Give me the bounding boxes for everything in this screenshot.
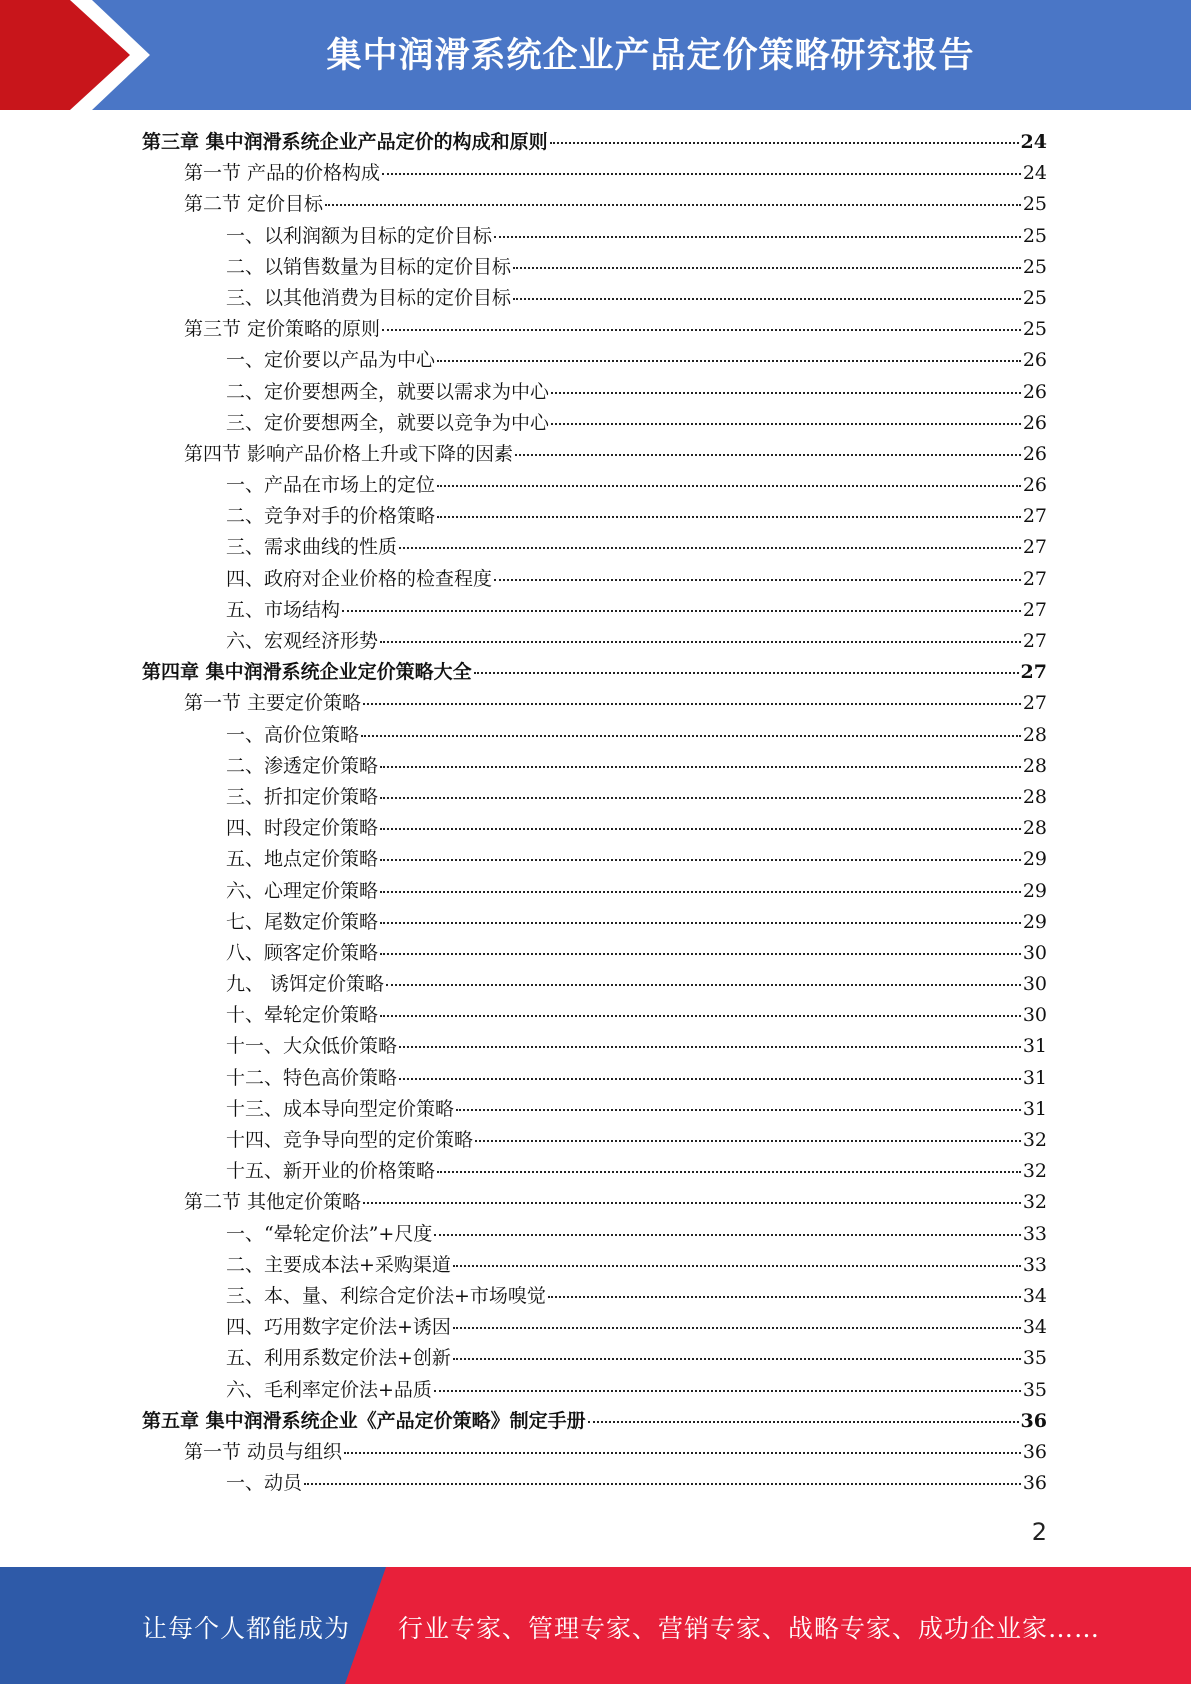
toc-entry[interactable] xyxy=(142,127,1047,158)
toc-entry[interactable] xyxy=(142,345,1047,376)
toc-entry-title: 十一、大众低价策略 xyxy=(226,1035,398,1058)
toc-entry-title: 第五章 集中润滑系统企业《产品定价策略》制定手册 xyxy=(142,1409,586,1432)
toc-entry-page: 31 xyxy=(1022,1066,1047,1089)
toc-entry[interactable] xyxy=(142,1250,1047,1281)
toc-entry-title: 四、政府对企业价格的检查程度 xyxy=(226,567,493,590)
toc-entry-page: 27 xyxy=(1022,692,1047,715)
toc-entry-title: 一、动员 xyxy=(226,1472,303,1495)
toc-entry-page: 25 xyxy=(1022,286,1047,309)
toc-entry-title: 二、定价要想两全，就要以需求为中心 xyxy=(226,380,550,403)
toc-dot-leader xyxy=(437,1171,1021,1173)
toc-entry[interactable] xyxy=(142,501,1047,532)
toc-dot-leader xyxy=(380,797,1021,799)
toc-entry-page: 32 xyxy=(1022,1129,1047,1151)
toc-dot-leader xyxy=(380,1015,1021,1017)
toc-entry-title: 二、以销售数量为目标的定价目标 xyxy=(226,255,512,278)
toc-entry-page: 28 xyxy=(1022,723,1047,746)
toc-entry[interactable] xyxy=(142,595,1047,626)
toc-entry-page: 30 xyxy=(1022,1004,1047,1027)
toc-entry-page: 27 xyxy=(1022,567,1047,590)
toc-entry[interactable] xyxy=(142,252,1047,283)
toc-entry[interactable] xyxy=(142,688,1047,719)
toc-entry[interactable] xyxy=(142,314,1047,345)
toc-entry-title: 七、尾数定价策略 xyxy=(226,910,379,933)
toc-entry[interactable] xyxy=(142,1406,1047,1437)
toc-dot-leader xyxy=(550,142,1019,144)
toc-entry[interactable] xyxy=(142,470,1047,501)
toc-entry[interactable] xyxy=(142,1437,1047,1468)
toc-dot-leader xyxy=(363,703,1021,705)
toc-entry-page: 32 xyxy=(1022,1160,1047,1183)
toc-dot-leader xyxy=(494,236,1021,238)
toc-entry-page: 26 xyxy=(1022,411,1047,434)
toc-entry-title: 一、以利润额为目标的定价目标 xyxy=(226,224,493,247)
toc-dot-leader xyxy=(380,828,1021,830)
toc-entry[interactable] xyxy=(142,782,1047,813)
toc-entry-page: 35 xyxy=(1022,1378,1047,1401)
toc-dot-leader xyxy=(363,1202,1021,1204)
toc-entry[interactable] xyxy=(142,1031,1047,1062)
toc-entry-title: 三、本、量、利综合定价法+市场嗅觉 xyxy=(226,1284,546,1307)
toc-entry-page: 24 xyxy=(1022,162,1047,185)
footer-slogan-right: 行业专家、管理专家、营销专家、战略专家、成功企业家…… xyxy=(398,1614,1101,1643)
toc-entry-page: 25 xyxy=(1022,193,1047,216)
toc-entry-page: 35 xyxy=(1022,1347,1047,1370)
toc-entry[interactable] xyxy=(142,907,1047,938)
toc-entry-title: 第一节 产品的价格构成 xyxy=(184,162,381,185)
toc-entry-page: 27 xyxy=(1022,630,1047,652)
toc-entry[interactable] xyxy=(142,938,1047,969)
toc-entry[interactable] xyxy=(142,969,1047,1000)
toc-dot-leader xyxy=(380,766,1021,768)
toc-entry-page: 26 xyxy=(1022,474,1047,497)
page-footer xyxy=(0,1567,1191,1684)
toc-dot-leader xyxy=(361,735,1021,737)
toc-entry-page: 34 xyxy=(1022,1284,1047,1307)
toc-entry-page: 26 xyxy=(1022,349,1047,372)
toc-entry[interactable] xyxy=(142,1125,1047,1156)
toc-entry-title: 第四章 集中润滑系统企业定价策略大全 xyxy=(142,661,472,684)
toc-dot-leader xyxy=(380,891,1021,893)
footer-slogan-left: 让每个人都能成为 xyxy=(142,1614,351,1643)
toc-entry-page: 25 xyxy=(1022,255,1047,278)
toc-dot-leader xyxy=(588,1421,1019,1423)
toc-entry[interactable] xyxy=(142,876,1047,907)
toc-entry-title: 四、巧用数字定价法+诱因 xyxy=(226,1316,451,1339)
toc-entry-title: 三、需求曲线的性质 xyxy=(226,536,398,559)
toc-entry[interactable] xyxy=(142,189,1047,220)
toc-dot-leader xyxy=(399,547,1021,549)
toc-dot-leader xyxy=(456,1109,1021,1111)
toc-entry-title: 一、“晕轮定价法”+尺度 xyxy=(226,1222,433,1245)
toc-entry-page: 27 xyxy=(1022,598,1047,621)
toc-entry-page: 27 xyxy=(1022,536,1047,559)
toc-dot-leader xyxy=(548,1296,1021,1298)
toc-entry[interactable] xyxy=(142,626,1047,657)
toc-entry-page: 27 xyxy=(1022,505,1047,528)
toc-dot-leader xyxy=(380,953,1021,955)
toc-entry-title: 二、竞争对手的价格策略 xyxy=(226,505,436,528)
toc-dot-leader xyxy=(453,1265,1021,1267)
toc-entry-title: 第二节 定价目标 xyxy=(184,193,324,216)
toc-entry-page: 25 xyxy=(1022,318,1047,341)
toc-entry-page: 31 xyxy=(1022,1035,1047,1058)
page-number: 2 xyxy=(1031,1518,1047,1546)
toc-entry-page: 28 xyxy=(1022,785,1047,808)
table-of-contents xyxy=(142,127,1047,1499)
toc-entry-title: 三、折扣定价策略 xyxy=(226,785,379,808)
toc-entry[interactable] xyxy=(142,283,1047,314)
toc-dot-leader xyxy=(437,360,1021,362)
toc-entry-page: 27 xyxy=(1020,661,1047,684)
toc-entry-page: 33 xyxy=(1022,1253,1047,1276)
toc-entry-title: 九、 诱饵定价策略 xyxy=(226,973,385,996)
toc-entry[interactable] xyxy=(142,1312,1047,1343)
toc-entry-title: 六、毛利率定价法+品质 xyxy=(226,1378,432,1401)
toc-entry-page: 29 xyxy=(1022,910,1047,933)
toc-dot-leader xyxy=(437,516,1021,518)
toc-dot-leader xyxy=(434,1234,1020,1236)
toc-entry[interactable] xyxy=(142,377,1047,408)
toc-entry[interactable] xyxy=(142,564,1047,595)
toc-entry-title: 五、利用系数定价法+创新 xyxy=(226,1347,451,1370)
toc-entry-title: 六、宏观经济形势 xyxy=(226,630,379,652)
document-title: 集中润滑系统企业产品定价策略研究报告 xyxy=(326,36,975,76)
toc-dot-leader xyxy=(382,329,1021,331)
toc-dot-leader xyxy=(386,984,1021,986)
toc-entry[interactable] xyxy=(142,532,1047,563)
toc-entry-page: 36 xyxy=(1022,1440,1047,1463)
toc-entry-title: 十三、成本导向型定价策略 xyxy=(226,1097,455,1120)
toc-dot-leader xyxy=(325,204,1021,206)
toc-entry-page: 32 xyxy=(1022,1191,1047,1214)
toc-dot-leader xyxy=(380,859,1021,861)
toc-entry-title: 五、市场结构 xyxy=(226,598,341,621)
toc-dot-leader xyxy=(380,641,1021,643)
toc-entry-title: 第四节 影响产品价格上升或下降的因素 xyxy=(184,442,514,465)
page-header xyxy=(0,0,1191,110)
toc-dot-leader xyxy=(434,1390,1021,1392)
toc-dot-leader xyxy=(513,267,1021,269)
toc-entry-title: 五、地点定价策略 xyxy=(226,848,379,871)
toc-entry-title: 第二节 其他定价策略 xyxy=(184,1191,362,1214)
toc-entry[interactable] xyxy=(142,813,1047,844)
toc-entry-page: 24 xyxy=(1020,131,1047,153)
toc-entry[interactable] xyxy=(142,657,1047,688)
toc-entry[interactable] xyxy=(142,439,1047,470)
toc-entry[interactable] xyxy=(142,1219,1047,1250)
toc-dot-leader xyxy=(551,392,1021,394)
toc-dot-leader xyxy=(382,173,1021,175)
toc-dot-leader xyxy=(453,1327,1021,1329)
toc-entry-page: 36 xyxy=(1022,1472,1047,1495)
toc-entry-title: 二、渗透定价策略 xyxy=(226,754,379,777)
toc-entry-page: 26 xyxy=(1022,442,1047,465)
toc-entry-title: 第一节 主要定价策略 xyxy=(184,692,362,715)
toc-entry-title: 三、定价要想两全，就要以竞争为中心 xyxy=(226,411,550,434)
toc-entry-page: 25 xyxy=(1022,224,1047,247)
toc-entry-title: 一、高价位策略 xyxy=(226,723,360,746)
toc-entry-title: 一、定价要以产品为中心 xyxy=(226,349,436,372)
toc-entry-title: 十五、新开业的价格策略 xyxy=(226,1160,436,1183)
toc-entry[interactable] xyxy=(142,158,1047,189)
toc-dot-leader xyxy=(344,1452,1021,1454)
toc-entry-title: 第一节 动员与组织 xyxy=(184,1440,343,1463)
toc-entry-page: 30 xyxy=(1022,941,1047,964)
toc-entry[interactable] xyxy=(142,408,1047,439)
toc-entry-page: 30 xyxy=(1022,973,1047,996)
toc-entry[interactable] xyxy=(142,1094,1047,1125)
toc-entry-page: 31 xyxy=(1022,1097,1047,1120)
toc-entry-title: 第三章 集中润滑系统企业产品定价的构成和原则 xyxy=(142,131,548,153)
toc-dot-leader xyxy=(304,1483,1021,1485)
toc-entry-title: 八、顾客定价策略 xyxy=(226,941,379,964)
toc-dot-leader xyxy=(475,1140,1021,1142)
toc-entry[interactable] xyxy=(142,221,1047,252)
toc-entry-page: 29 xyxy=(1022,879,1047,902)
toc-entry[interactable] xyxy=(142,1156,1047,1187)
toc-entry[interactable] xyxy=(142,1468,1047,1499)
toc-entry-title: 一、产品在市场上的定位 xyxy=(226,474,436,497)
toc-dot-leader xyxy=(474,672,1019,674)
toc-entry[interactable] xyxy=(142,1281,1047,1312)
toc-entry[interactable] xyxy=(142,1063,1047,1094)
toc-entry-page: 26 xyxy=(1022,380,1047,403)
toc-entry-title: 十四、竞争导向型的定价策略 xyxy=(226,1129,474,1151)
toc-entry-title: 六、心理定价策略 xyxy=(226,879,379,902)
toc-entry-title: 三、以其他消费为目标的定价目标 xyxy=(226,286,512,309)
toc-entry[interactable] xyxy=(142,844,1047,875)
toc-entry-title: 十二、特色高价策略 xyxy=(226,1066,398,1089)
toc-entry-page: 28 xyxy=(1022,754,1047,777)
toc-dot-leader xyxy=(399,1046,1021,1048)
toc-entry[interactable] xyxy=(142,1187,1047,1218)
toc-entry-title: 四、时段定价策略 xyxy=(226,817,379,840)
toc-entry-title: 十、晕轮定价策略 xyxy=(226,1004,379,1027)
toc-dot-leader xyxy=(494,579,1021,581)
toc-entry[interactable] xyxy=(142,1000,1047,1031)
toc-entry-page: 36 xyxy=(1020,1409,1047,1432)
toc-entry[interactable] xyxy=(142,751,1047,782)
toc-dot-leader xyxy=(453,1358,1021,1360)
toc-dot-leader xyxy=(399,1078,1021,1080)
toc-dot-leader xyxy=(551,423,1021,425)
toc-entry[interactable] xyxy=(142,1375,1047,1406)
toc-entry[interactable] xyxy=(142,1343,1047,1374)
toc-entry-page: 28 xyxy=(1022,817,1047,840)
toc-entry-page: 34 xyxy=(1022,1316,1047,1339)
toc-entry-title: 二、主要成本法+采购渠道 xyxy=(226,1253,451,1276)
toc-entry-title: 第三节 定价策略的原则 xyxy=(184,318,381,341)
toc-entry[interactable] xyxy=(142,720,1047,751)
toc-entry-page: 29 xyxy=(1022,848,1047,871)
toc-entry-page: 33 xyxy=(1022,1222,1047,1245)
toc-dot-leader xyxy=(342,610,1021,612)
toc-dot-leader xyxy=(515,454,1021,456)
toc-dot-leader xyxy=(380,922,1021,924)
toc-dot-leader xyxy=(437,485,1021,487)
toc-dot-leader xyxy=(513,298,1021,300)
